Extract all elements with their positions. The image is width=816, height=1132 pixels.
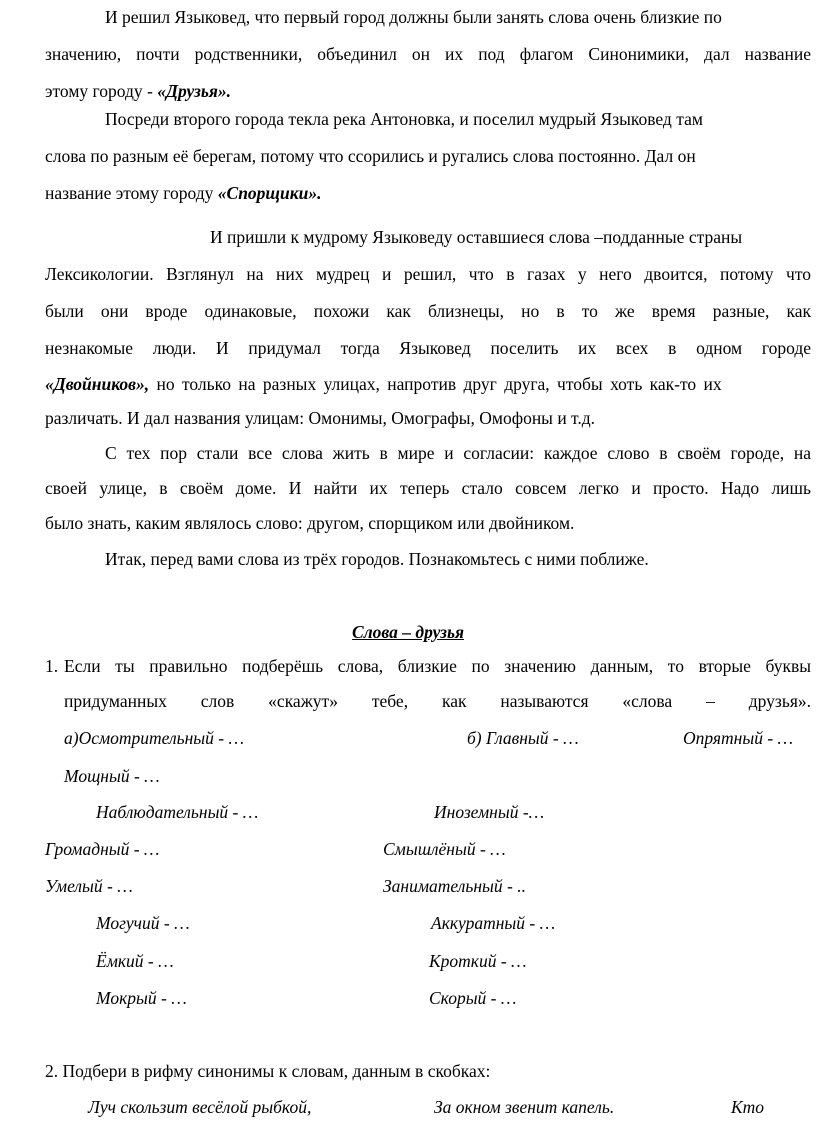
paragraph-5-line-1: Итак, перед вами слова из трёх городов. Познакомьтесь с ними поближе. <box>105 549 649 569</box>
paragraph-3-line-2: Лексикологии. Взглянул на них мудрец и решил, что в газах у него двоится, потому что <box>45 264 811 284</box>
paragraph-2-line-2: слова по разным её берегам, потому что ссорились и ругались слова постоянно. Дал он <box>45 146 696 166</box>
paragraph-1-line-1: И решил Языковед, что первый город должны были занять слова очень близкие по <box>105 7 722 27</box>
word-skory: Скорый - … <box>429 988 517 1008</box>
word-gromadny: Громадный - … <box>45 839 160 859</box>
word-nablyudatelny: Наблюдательный - … <box>96 802 259 822</box>
word-glavny: б) Главный - … <box>467 728 579 748</box>
paragraph-3-line-6: различать. И дал названия улицам: Омонимы, Омографы, Омофоны и т.д. <box>45 408 596 428</box>
paragraph-3-text: но только на разных улицах, напротив друг друга, чтобы хоть как-то их <box>149 374 722 394</box>
paragraph-2-line-1: Посреди второго города текла река Антоновка, и поселил мудрый Языковед там <box>105 109 703 129</box>
word-umely: Умелый - … <box>45 876 133 896</box>
paragraph-4-line-2: своей улице, в своём доме. И найти их теперь стало совсем легко и просто. Надо лишь <box>45 478 811 498</box>
section-title: Слова – друзья <box>352 622 464 642</box>
city-name-doubles: «Двойников», <box>45 374 150 394</box>
rhyme-line-1: Луч скользит весёлой рыбкой, <box>88 1097 312 1117</box>
paragraph-3-line-5 <box>45 373 811 395</box>
rhyme-line-2: За окном звенит капель. <box>434 1097 615 1117</box>
paragraph-3-line-1: И пришли к мудрому Языковеду оставшиеся слова –подданные страны <box>210 227 743 247</box>
paragraph-4-line-1: С тех пор стали все слова жить в мире и согласии: каждое слово в своём городе, на <box>105 443 811 463</box>
word-smyshlyony: Смышлёный - … <box>383 839 506 859</box>
city-name-arguers: «Спорщики». <box>217 183 322 203</box>
word-zanimatelny: Занимательный - .. <box>383 876 526 896</box>
word-moguchy: Могучий - … <box>96 913 190 933</box>
task-1-line-1: Если ты правильно подберёшь слова, близкие по значению данным, то вторые буквы <box>64 656 811 676</box>
word-osmotritelny: а)Осмотрительный - … <box>64 728 245 748</box>
word-moshchny: Мощный - … <box>64 766 160 786</box>
rhyme-line-3: Кто <box>731 1097 765 1117</box>
word-inozemny: Иноземный -… <box>434 802 545 822</box>
task-1-number: 1. <box>45 656 59 676</box>
task-1-line-2: придуманных слов «скажут» тебе, как называются «слова – друзья». <box>64 691 811 711</box>
word-mokry: Мокрый - … <box>96 988 187 1008</box>
paragraph-3-line-3: были они вроде одинаковые, похожи как близнецы, но в то же время разные, как <box>45 301 811 321</box>
word-yomky: Ёмкий - … <box>96 951 174 971</box>
word-akkuratny: Аккуратный - … <box>431 913 556 933</box>
word-krotky: Кроткий - … <box>429 951 527 971</box>
city-name-friends: «Друзья». <box>157 81 231 101</box>
paragraph-4-line-3: было знать, каким являлось слово: другом, спорщиком или двойником. <box>45 513 575 533</box>
paragraph-1-line-3 <box>45 80 231 102</box>
task-2-heading: 2. Подбери в рифму синонимы к словам, данным в скобках: <box>45 1061 491 1081</box>
paragraph-3-line-4: незнакомые люди. И придумал тогда Языковед поселить их всех в одном городе <box>45 338 811 358</box>
paragraph-2-line-3 <box>45 182 321 204</box>
paragraph-2-text: название этому городу <box>45 183 218 203</box>
paragraph-1-text: этому городу - <box>45 81 158 101</box>
paragraph-1-line-2: значению, почти родственники, объединил он их под флагом Синонимики, дал название <box>45 44 811 64</box>
word-opryatny: Опрятный - … <box>683 728 794 748</box>
